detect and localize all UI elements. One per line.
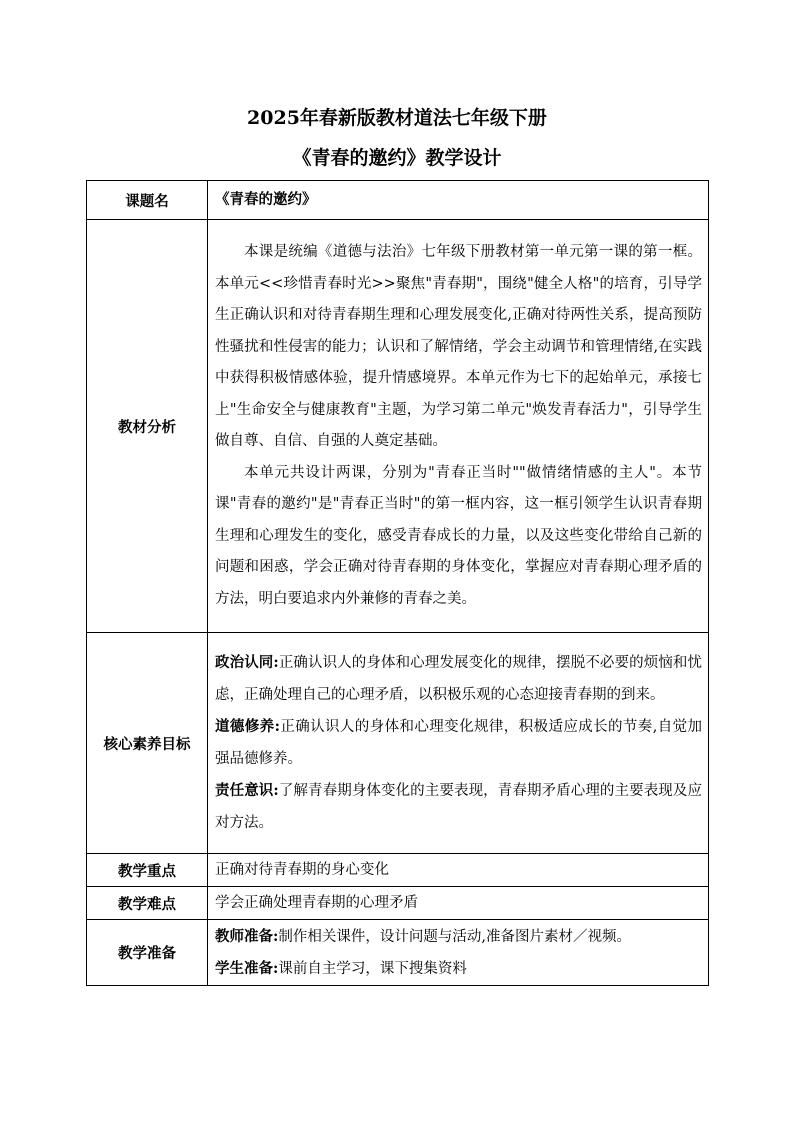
goal-item xyxy=(215,711,702,775)
document-subtitle: 《青春的邀约》教学设计 xyxy=(292,147,502,169)
document-title: 2025年春新版教材道法七年级下册 xyxy=(247,107,547,129)
analysis-paragraph-2: 本单元共设计两课，分别为"青春正当时""做情绪情感的主人"。本节课"青春的邀约"是"青春正当时"的第一框内容，这一框引领学生认识青春期生理和心理发生的变化，感受青春成长的力量，以及这些变化带给自己新的问题和困惑，学会正确对待青春期的身体变化，掌握应对青春期心理矛盾的方法，明白要追求内外兼修的青春之美。 xyxy=(215,464,702,607)
prep-item xyxy=(215,921,702,953)
label-analysis: 教材分析 xyxy=(87,220,208,633)
table-row-focus xyxy=(87,854,709,887)
analysis-paragraph-1: 本课是统编《道德与法治》七年级下册教材第一单元第一课的第一框。本单元<<珍惜青春时光>>聚焦"青春期"，围绕"健全人格"的培育，引导学生正确认识和对待青春期生理和心理发展变化,正确对待两性关系，提高预防性骚扰和性侵害的能力；认识和了解情绪，学会主动调节和管理情绪,在实践中获得积极情感体验，提升情感境界。本单元作为七下的起始单元，承接七上"生命安全与健康教育"主题，为学习第二单元"焕发青春活力"，引导学生做自尊、自信、自强的人奠定基础。 xyxy=(215,244,702,449)
value-topic xyxy=(208,181,709,220)
table-row-analysis xyxy=(87,220,709,633)
label-difficulty: 教学难点 xyxy=(87,887,208,920)
goal-term: 道德修养: xyxy=(215,718,280,735)
prep-text: 课前自主学习，课下搜集资料 xyxy=(278,960,467,977)
goal-item xyxy=(215,775,702,839)
lesson-plan-table xyxy=(86,180,709,986)
table-row-goals xyxy=(87,633,709,854)
goal-term: 政治认同: xyxy=(215,654,279,671)
value-analysis xyxy=(208,220,709,633)
prep-term: 教师准备: xyxy=(215,927,279,945)
value-prep xyxy=(208,920,709,986)
table-row-difficulty xyxy=(87,887,709,920)
goal-text: 正确认识人的身体和心理发展变化的规律，摆脱不必要的烦恼和忧虑，正确处理自己的心理矛盾，以积极乐观的心态迎接青春期的到来。 xyxy=(215,655,702,703)
goal-item xyxy=(215,647,702,711)
table-row-topic xyxy=(87,181,709,220)
goal-term: 责任意识: xyxy=(215,782,279,799)
label-focus: 教学重点 xyxy=(87,854,208,887)
value-focus: 正确对待青春期的身心变化 xyxy=(208,854,709,887)
topic-title: 《青春的邀约》 xyxy=(215,191,317,208)
prep-item xyxy=(215,953,702,985)
label-topic: 课题名 xyxy=(87,181,208,220)
prep-text: 制作相关课件，设计问题与活动,准备图片素材／视频。 xyxy=(278,928,631,945)
value-difficulty: 学会正确处理青春期的心理矛盾 xyxy=(208,887,709,920)
goal-text: 了解青春期身体变化的主要表现，青春期矛盾心理的主要表现及应对方法。 xyxy=(215,783,702,831)
label-prep: 教学准备 xyxy=(87,920,208,986)
goal-text: 正确认识人的身体和心理变化规律，积极适应成长的节奏,自觉加强品德修养。 xyxy=(215,719,702,767)
table-row-prep xyxy=(87,920,709,986)
value-goals xyxy=(208,633,709,854)
label-goals: 核心素养目标 xyxy=(87,633,208,854)
prep-term: 学生准备: xyxy=(215,959,279,977)
